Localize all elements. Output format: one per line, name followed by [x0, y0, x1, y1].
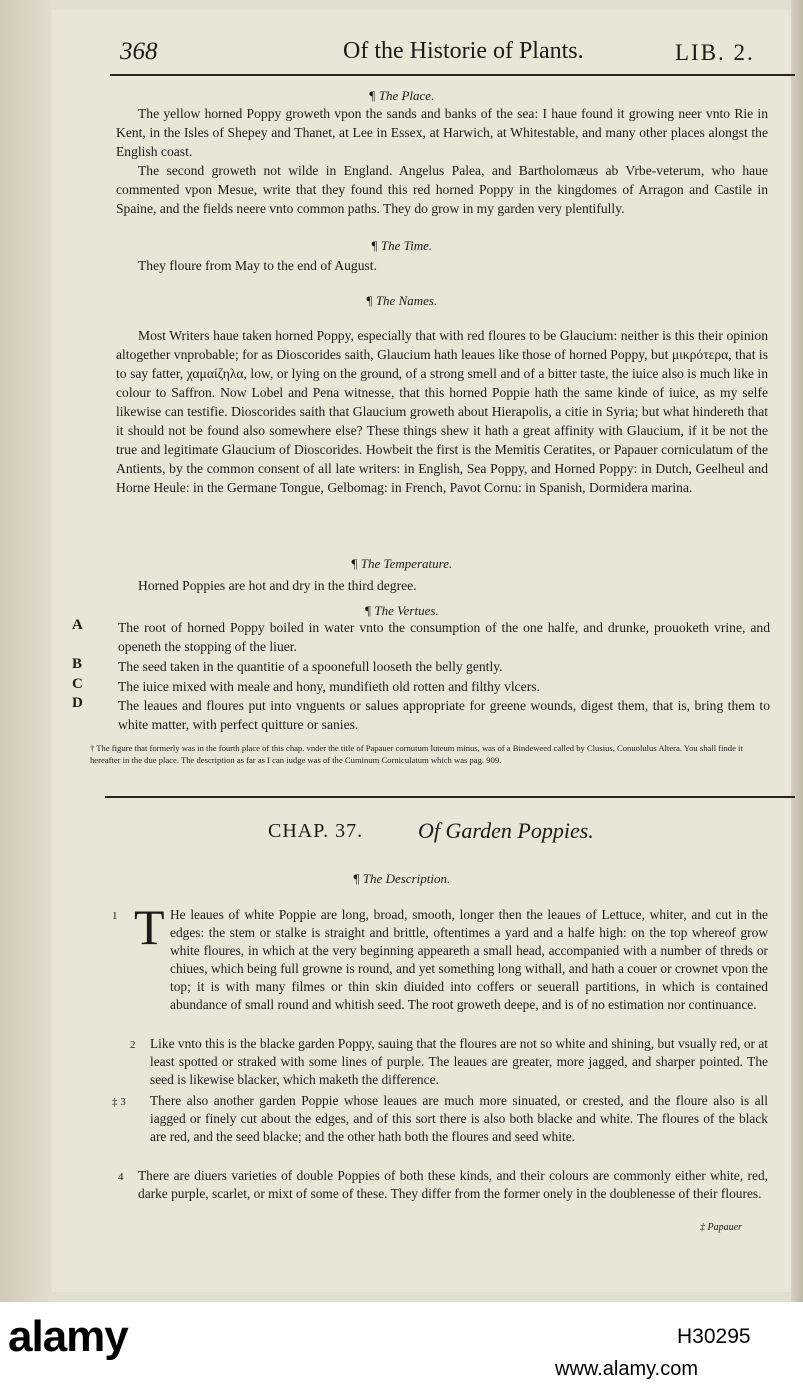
temperature-heading: ¶ The Temperature. [350, 556, 453, 571]
temperature-paragraph: Horned Poppies are hot and dry in the third degree. [138, 578, 417, 593]
drop-cap: T [134, 899, 165, 955]
page-number: 368 [120, 38, 158, 65]
chapter-label: CHAP. 37. [268, 820, 364, 842]
description-paragraph-2: Like vnto this is the blacke garden Poppy, sauing that the floures are not so white and shining, but vsually red, or at least spotted or straked with some lines of purple. The leaues are greater, more jagged, and sharper pointed. The seed is likewise blacker, which maketh the difference. [150, 1036, 768, 1087]
running-title: Of the Historie of Plants. [343, 38, 584, 64]
vertue-d-text: The leaues and floures put into vnguents or salues appropriate for greene wounds, digest them, that is, bring them to white matter, with perfect quitture or sanies. [118, 698, 770, 732]
place-paragraph-1: The yellow horned Poppy groweth vpon the sands and banks of the sea: I haue found it growing neer vnto Rie in Kent, in the Isles of Shepey and Thanet, at Lee in Essex, at Harwich, at Whitestable, and many other places alongst the English coast. [116, 106, 768, 159]
vertue-a-text: The root of horned Poppy boiled in water vnto the consumption of the one halfe, and drunke, prouoketh vrine, and openeth the stopping of the liuer. [118, 620, 770, 654]
vertues-heading: ¶ The Vertues. [364, 603, 439, 618]
vertue-c-text: The iuice mixed with meale and hony, mundifieth old rotten and filthy vlcers. [118, 679, 540, 694]
vertue-b-text: The seed taken in the quantitie of a spoonefull looseth the belly gently. [118, 659, 503, 674]
alamy-logo: alamy [8, 1312, 128, 1361]
catchword: ‡ Papauer [700, 1222, 742, 1233]
description-number-4: 4 [118, 1171, 124, 1183]
place-heading: ¶ The Place. [368, 88, 435, 103]
time-heading: ¶ The Time. [370, 238, 433, 253]
description-paragraph-4: There are diuers varieties of double Poppies of both these kinds, and their colours are commonly either white, red, darke purple, scarlet, or mixt of some of these. They differ from the former onely in the doublenesse of their floures. [138, 1168, 768, 1201]
names-heading: ¶ The Names. [365, 293, 438, 308]
running-header [110, 34, 790, 74]
chapter-rule [105, 796, 795, 798]
header-rule [110, 74, 795, 76]
description-heading: ¶ The Description. [352, 871, 451, 886]
vertue-letter-c: C [72, 676, 83, 692]
vertue-letter-a: A [72, 617, 83, 633]
description-paragraph-3: There also another garden Poppie whose leaues are much more sinuated, or crested, and the floure also is all iagged or finely cut about the edges, and of this sort there is also both blacke and white. The floures of the black are red, and the seed blacke; and the other hath both the floures and seed white. [150, 1093, 768, 1144]
vertue-letter-b: B [72, 656, 83, 672]
place-paragraph-2: The second groweth not wilde in England. Angelus Palea, and Bartholomæus ab Vrbe-veterum, who haue commented vpon Mesue, write that they found this red horned Poppy in the kingdomes of Arragon and Castile in Spaine, and the fields neere vnto common paths. They do grow in my garden very plentifully. [116, 163, 768, 216]
description-number-2: 2 [130, 1039, 136, 1051]
footnote: † The figure that formerly was in the fourth place of this chap. vnder the title of Papauer cornutum luteum minus, was of a Bindeweed called by Clusius, Conuolulus Altera. You shall finde it hereafter in the due place. The description as far as I can iudge was of the Cuminum Corniculatum which was pag. 909. [90, 743, 743, 765]
binding-shadow [0, 0, 52, 1302]
book-label: LIB. 2. [675, 40, 755, 65]
description-number-3: ‡ 3 [112, 1096, 126, 1108]
time-paragraph: They floure from May to the end of August. [138, 258, 377, 273]
names-paragraph: Most Writers haue taken horned Poppy, especially that with red floures to be Glaucium: neither is this their opinion altogether vnprobable; for as Dioscorides saith, Glaucium hath leaues like those of horned Poppy, but μικρότερα, that is to say fatter, χαμαίζηλα, low, or lying on the ground, of a strong smell and of a bitter taste, the iuice also is much like in colour to Saffron. Now Lobel and Pena witnesse, that this horned Poppie hath the same kinde of iuice, as my selfe likewise can testifie. Dioscorides saith that Glaucium groweth about Hierapolis, a citie in Syria; but what hindereth that it should not be found also somewhere else? These things shew it hath a great affinity with Glaucium, if it be not the true and legitimate Glaucium of Dioscorides. Howbeit the first is the Memitis Ceratites, or Papauer corniculatum of the Antients, by the common consent of all late writers: in English, Sea Poppy, and Horned Poppy: in Dutch, Geelheul and Horne Heule: in the Germane Tongue, Gelbomag: in French, Pavot Cornu: in Spanish, Dormidera marina. [116, 328, 768, 495]
image-id: H30295 [677, 1325, 751, 1348]
chapter-title: Of Garden Poppies. [418, 818, 594, 843]
description-number-1: 1 [112, 910, 118, 922]
site-url: www.alamy.com [555, 1358, 698, 1380]
page-edge [791, 0, 803, 1302]
vertue-letter-d: D [72, 695, 83, 711]
description-paragraph-1: He leaues of white Poppie are long, broad, smooth, longer then the leaues of Lettuce, whiter, and cut in the edges: the stem or stalke is straight and brittle, oftentimes a yard and a halfe high: on the top whereof grow white floures, in which at the very beginning appeareth a small head, accompanied with a number of threds or chiues, which being full growne is round, and yet something long withall, and hath a couer or crownet vpon the top; it is with many filmes or thin skin diuided into coffers or seuerall partitions, in which is contained abundance of small round and whitish seed. The root groweth deepe, and is of no estimation nor continuance. [170, 907, 768, 1012]
